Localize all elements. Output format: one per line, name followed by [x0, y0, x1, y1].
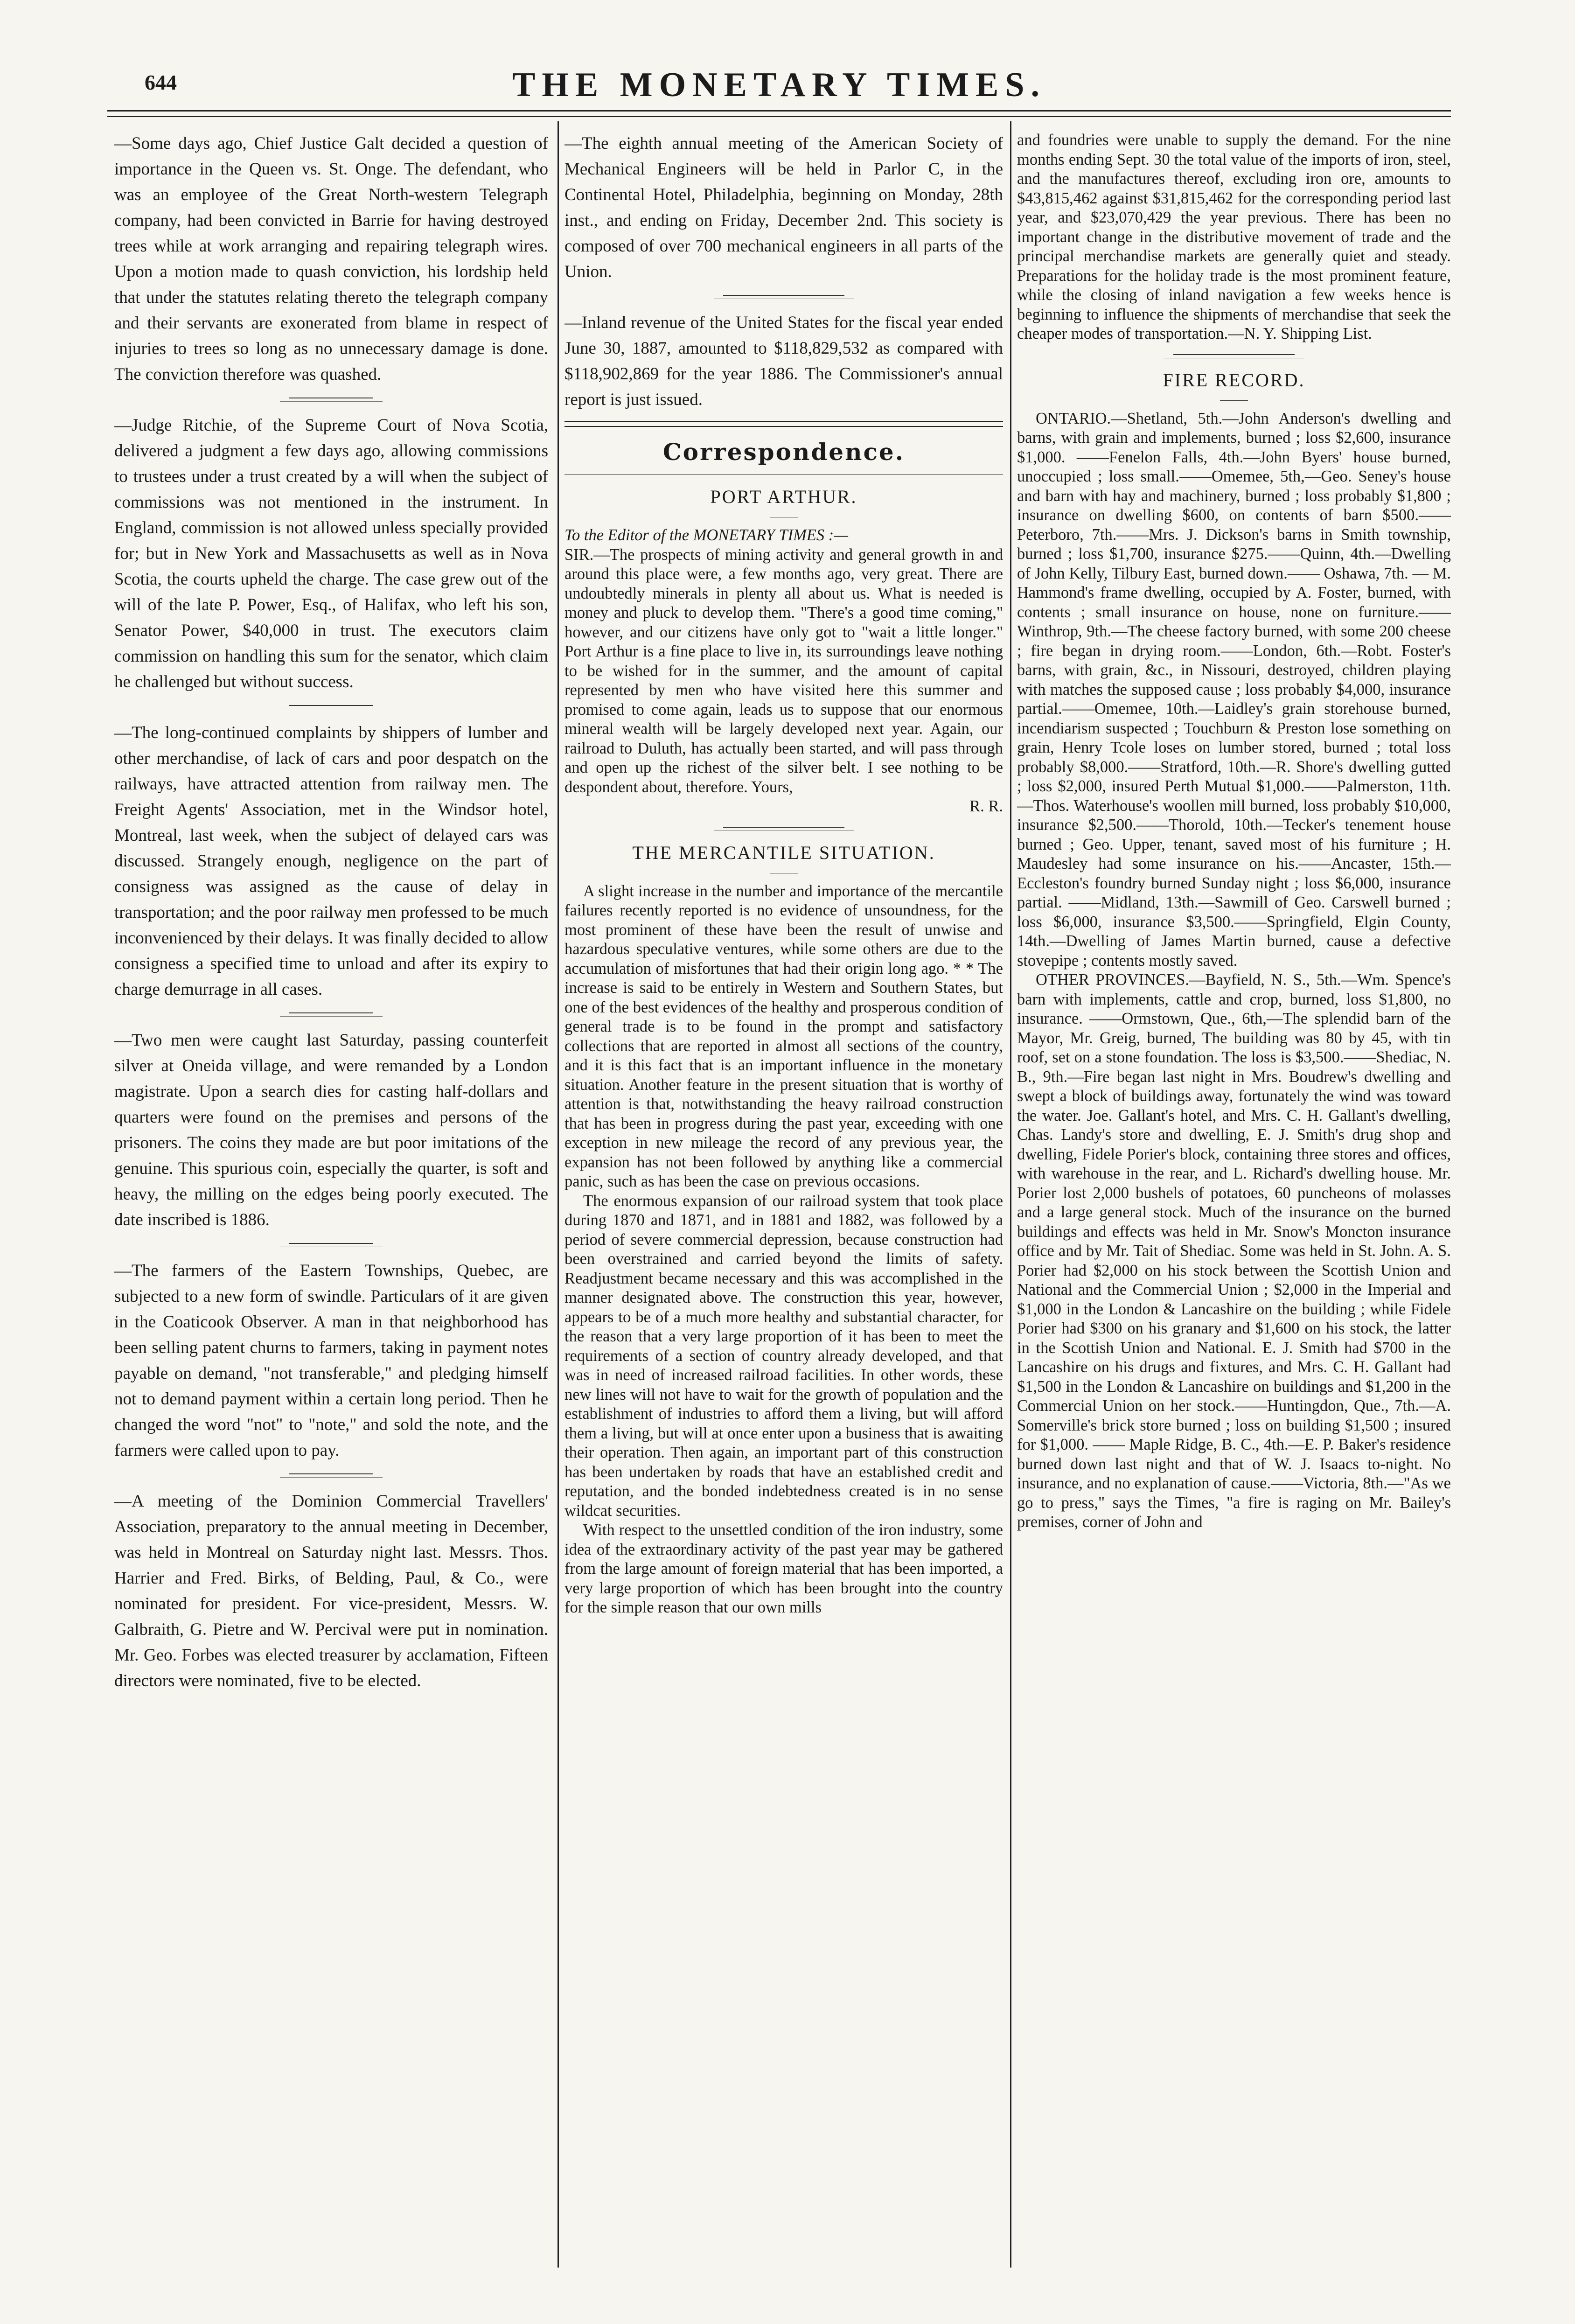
column-divider — [1010, 121, 1011, 2268]
news-item: —Two men were caught last Saturday, passing counterfeit silver at Oneida village, and were remanded by a London magistrate. Upon a search dies for casting half-dollars and quarters were found on the premises and persons of the prisoners. The coins they made are but poor imitations of the genuine. This spurious coin, especially the quarter, is soft and heavy, the milling on the edges being poorly executed. The date inscribed is 1886. — [114, 1031, 548, 1229]
section-rule — [564, 421, 1003, 427]
article-continuation: and foundries were unable to supply the demand. For the nine months ending Sept. 30 the total value of the imports of iron, steel, and the manufactures thereof, excluding iron ore, amounts to $43,815,462 against $31,815,462 for the corresponding period last year, and $23,070,429 the year previous. There has been no important change in the distributive movement of trade and the principal merchandise markets are generally quiet and steady. Preparations for the holiday trade is the most prominent feature, while the closing of inland navigation a few weeks hence is beginning to influence the shipments of merchandise that seek the cheaper modes of transportation.—N. Y. Shipping List. — [1017, 131, 1451, 342]
column-1 — [114, 131, 548, 2263]
masthead-rule — [107, 110, 1451, 117]
item-divider — [289, 1243, 373, 1244]
news-item: —Judge Ritchie, of the Supreme Court of Nova Scotia, delivered a judgment a few days ago, allowing commissions to trustees under a trust created by a will when the subject of commissions was not mentioned in the instrument. In England, commission is not allowed unless specially provided for; but in New York and Massachusetts as well as in Nova Scotia, the courts upheld the charge. The case grew out of the will of the late P. Power, Esq., of Halifax, who left his son, Senator Power, $40,000 in trust. The executors claim commission on handling this sum for the senator, which claim he challenged but without success. — [114, 416, 548, 691]
fire-record-paragraph: OTHER PROVINCES.—Bayfield, N. S., 5th.—Wm. Spence's barn with implements, cattle and crop, burned, loss $1,800, no insurance. ——Ormstown, Que., 6th,—The splendid barn of the Mayor, Mr. Greig, burned, The building was 80 by 45, with tin roof, set on a stone foundation. The loss is $3,500.——Shediac, N. B., 9th.—Fire began last night in Mrs. Boudrew's dwelling and swept a block of buildings away, fortunately the wind was toward the water. Joe. Gallant's hotel, and Mrs. C. H. Gallant's dwelling, Chas. Landy's store and dwelling, E. J. Smith's drug shop and dwelling, Fidele Porier's block, containing three stores and offices, with warehouse in the rear, and L. Richard's dwelling house. Mr. Porier lost 2,000 bushels of potatoes, 60 puncheons of molasses and a large general stock. Much of the insurance on the burned buildings and effects was held in Mr. Snow's Moncton insurance office and by Mr. Tait of Shediac. Some was held in St. John. A. S. Porier had $2,000 on his stock between the Scottish Union and National and the Commercial Union ; $2,000 in the Imperial and $1,000 in the London & Lancashire on the building ; while Fidele Porier had $300 on his granary and $1,600 on his stock, the latter in the Scottish Union and National. E. J. Smith had $700 in the Lancashire on his drugs and fixtures, and Mrs. C. H. Gallant had $1,500 in the London & Lancashire on buildings and $1,200 in the Commercial Union on her stock.——Huntingdon, Que., 7th.—A. Somerville's brick store burned ; loss on building $1,500 ; insured for $1,000. —— Maple Ridge, B. C., 4th.—E. P. Baker's residence burned down last night and that of W. J. Isaacs to-night. No insurance, and no explanation of cause.——Victoria, 8th.—"As we go to press," says the Times, "a fire is raging on Mr. Bailey's premises, corner of John and — [1017, 971, 1451, 1531]
article-paragraph: The enormous expansion of our railroad system that took place during 1870 and 1871, and in 1881 and 1882, was followed by a period of severe commercial depression, because construction had been overstrained and carried beyond the limits of safety. Readjustment became necessary and this was accomplished in the manner designated above. The construction this year, however, appears to be of a much more healthy and substantial character, for the reason that a very large proportion of it has been to meet the requirements of a section of country already developed, and that was in need of increased railroad facilities. In other words, these new lines will not have to wait for the growth of population and the establishment of industries to afford them a living, but will afford them a living, but will at once enter upon a business that is awaiting their operation. Then again, an important part of this construction has been undertaken by roads that have an established credit and reputation, and the bonded indebtedness created is in no sense wildcat securities. — [564, 1192, 1003, 1520]
news-item: —The long-continued complaints by shippers of lumber and other merchandise, of lack of cars and poor despatch on the railways, have attracted attention from railway men. The Freight Agents' Association, met in the Windsor hotel, Montreal, last week, when the subject of delayed cars was discussed. Strangely enough, negligence on the part of consigness was assigned as the cause of delay in transportation; and the poor railway men professed to be much inconvenienced by their delays. It was finally decided to allow consigness a specified time to unload and after its expiry to charge demurrage in all cases. — [114, 723, 548, 999]
item-divider — [1173, 354, 1295, 355]
page-number: 644 — [145, 70, 177, 94]
letter-salutation: To the Editor of the MONETARY TIMES :— — [564, 526, 848, 544]
heading-rule — [564, 474, 1003, 475]
news-item: —The farmers of the Eastern Townships, Quebec, are subjected to a new form of swindle. Particulars of it are given in the Coaticook Observer. A man in that neighborhood has been selling patent churns to farmers, taking in payment notes payable on demand, "not transferable," and pledging himself not to demand payment within a certain long period. Then he changed the word "not" to "note," and sold the note, and the farmers were called upon to pay. — [114, 1261, 548, 1460]
news-item: —The eighth annual meeting of the American Society of Mechanical Engineers will be held in Parlor C, in the Continental Hotel, Philadelphia, beginning on Monday, 28th inst., and ending on Friday, December 2nd. This society is composed of over 700 mechanical engineers in all parts of the Union. — [564, 134, 1003, 281]
section-title-correspondence: Correspondence. — [662, 438, 905, 466]
article-heading-port-arthur: PORT ARTHUR. — [710, 486, 857, 507]
column-3 — [1017, 131, 1451, 2263]
heading-underline — [1220, 400, 1248, 401]
item-divider — [723, 295, 844, 296]
article-paragraph: A slight increase in the number and importance of the mercantile failures recently reported is no evidence of unsoundness, for the most prominent of these have been the result of unwise and hazardous speculative ventures, while some others are due to the accumulation of misfortunes that had their origin long ago. * * The increase is said to be entirely in Western and Southern States, but one of the best evidences of the healthy and prosperous condition of general trade is to be found in the prompt and satisfactory collections that are reported in almost all sections of the country, and it is this fact that is an important influence in the monetary situation. Another feature in the present situation that is worthy of attention is that, notwithstanding the heavy railroad construction that has been in progress during the past year, exceeding with one exception in new mileage the record of any previous year, the expansion has not been followed by anything like a commercial panic, such as has been the case on previous occasions. — [564, 882, 1003, 1190]
article-paragraph: With respect to the unsettled condition of the iron industry, some idea of the extraordinary activity of the past year may be gathered from the large amount of foreign material that has been imported, a very large proportion of which has been brought into the country for the simple reason that our own mills — [564, 1521, 1003, 1616]
column-divider — [558, 121, 559, 2268]
item-divider — [289, 705, 373, 706]
news-item: —A meeting of the Dominion Commercial Travellers' Association, preparatory to the annual meeting in December, was held in Montreal on Saturday night last. Messrs. Thos. Harrier and Fred. Birks, of Belding, Paul, & Co., were nominated for president. For vice-president, Messrs. W. Galbraith, G. Pietre and W. Percival were put in nomination. Mr. Geo. Forbes was elected treasurer by acclamation, Fifteen directors were nominated, five to be elected. — [114, 1492, 548, 1690]
article-heading-fire-record: FIRE RECORD. — [1163, 369, 1305, 391]
news-item: —Inland revenue of the United States for the fiscal year ended June 30, 1887, amounted to $118,829,532 as compared with $118,902,869 for the year 1886. The Commissioner's annual report is just issued. — [564, 313, 1003, 409]
letter-signature: R. R. — [969, 797, 1003, 815]
item-divider — [289, 1473, 373, 1474]
publication-title: THE MONETARY TIMES. — [512, 66, 1046, 104]
letter-body: SIR.—The prospects of mining activity and general growth in and around this place were, a few months ago, very great. There are undoubtedly minerals in plenty all about us. What is needed is money and pluck to develop them. "There's a good time coming," however, and our citizens have only got to "wait a little longer." Port Arthur is a fine place to live in, its surroundings leave nothing to be wished for in the summer, and the amount of capital represented by men who have visited here this summer and promised to come again, leads us to suppose that our enormous mineral wealth will be largely developed next year. Again, our railroad to Duluth, has actually been started, and will pass through and open up the richest of the silver belt. I see nothing to be despondent about, therefore. Yours, — [564, 545, 1003, 796]
item-divider — [289, 1012, 373, 1013]
news-item: —Some days ago, Chief Justice Galt decided a question of importance in the Queen vs. St. Onge. The defendant, who was an employee of the Great North-western Telegraph company, had been convicted in Barrie for having destroyed trees while at work arranging and repairing telegraph wires. Upon a motion made to quash conviction, his lordship held that under the statutes relating thereto the telegraph company and their servants are exonerated from blame in respect of injuries to trees so long as no unnecessary damage is done. The conviction therefore was quashed. — [114, 134, 548, 384]
masthead — [107, 65, 1451, 107]
item-divider — [723, 827, 844, 828]
column-2 — [564, 131, 1003, 2263]
fire-record-paragraph: ONTARIO.—Shetland, 5th.—John Anderson's dwelling and barns, with grain and implements, burned ; loss $2,600, insurance $1,000. ——Fenelon Falls, 4th.—John Byers' house burned, unoccupied ; loss small.——Omemee, 5th,—Geo. Seney's house and barn with hay and machinery, burned ; loss probably $1,800 ; insurance on dwelling $600, on contents of barn $500.——Peterboro, 7th.——Mrs. J. Dickson's barns in Smith township, burned ; loss $1,700, insurance $275.——Quinn, 4th.—Dwelling of John Kelly, Tilbury East, burned down.—— Oshawa, 7th. — M. Hammond's frame dwelling, occupied by A. Foster, burned, with contents ; small insurance on house, none on furniture.——Winthrop, 9th.—The cheese factory burned, with some 200 cheese ; fire began in drying room.——London, 6th.—Robt. Foster's barns, with grain, &c., in Nissouri, destroyed, children playing with matches the supposed cause ; loss probably $4,000, insurance partial.——Omemee, 10th.—Laidley's grain storehouse burned, incendiarism suspected ; Touchburn & Preston lose something on grain, Henry Tcole loses on lumber stored, burned ; total loss probably $8,000.——Stratford, 10th.—R. Shore's dwelling gutted ; loss $2,000, insured Perth Mutual $1,000.——Palmerston, 11th.—Thos. Waterhouse's woollen mill burned, loss probably $10,000, insurance $2,500.——Thorold, 10th.—Tecker's tenement house burned ; Geo. Upper, tenant, saved most of his furniture ; H. Maudesley had some insurance on his.——Ancaster, 15th.—Eccleston's foundry burned Sunday night ; loss $6,000, insurance partial. ——Midland, 13th.—Sawmill of Geo. Carswell burned ; loss $6,000, insurance $3,500.——Springfield, Elgin County, 14th.—Dwelling of James Martin burned, cause a defective stovepipe ; contents mostly saved. — [1017, 409, 1451, 970]
article-heading-mercantile: THE MERCANTILE SITUATION. — [632, 842, 935, 863]
